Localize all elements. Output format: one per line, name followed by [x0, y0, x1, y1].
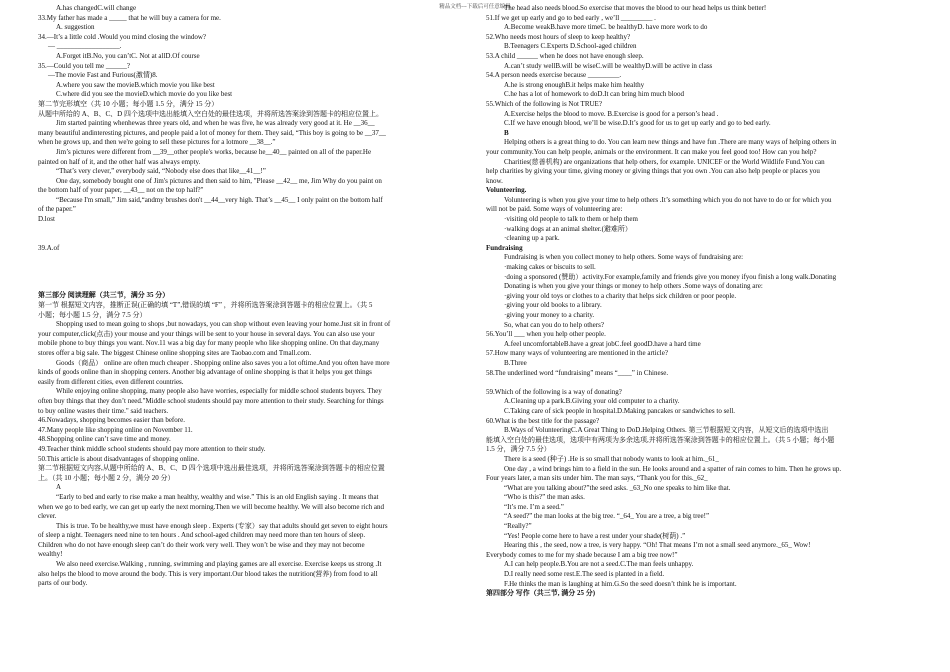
left-text-line: Jim’s pictures were different from __39__other people's works, because he__40__ painted on all of the paper.He: [56, 147, 372, 156]
left-text-line: 第二节根据短文内容,从题中所给的 A、B、C、D 四个选项中选出最佳选项，并将所选答案涂到答题卡的相应位置: [38, 464, 385, 473]
right-text-line: Volunteering.: [486, 186, 527, 195]
left-text-line: Shopping used to mean going to shops ,but nowadays, you can shop without even leaving your home.Just sit in front of: [56, 320, 391, 329]
right-text-line: “Yes! People come here to have a rest under your shade(树荫) .”: [504, 531, 686, 540]
right-text-line: 53.A child ______ when he does not have enough sleep.: [486, 51, 644, 60]
left-text-line: when we go to bed early, we can get up early the next morning.Then we will become healthy. We will also become rich and: [38, 502, 384, 511]
right-text-line: Hearing this , the seed, now a tree, is very happy. “Oh! That means I’m not a small seed anymore._65_ Wow!: [504, 541, 811, 550]
left-text-line: A.where you saw the movieB.which movie you like best: [56, 80, 215, 89]
spacer: [38, 234, 470, 244]
right-text-line: The head also needs blood.So exercise that moves the blood to our head helps us think better!: [504, 4, 767, 12]
right-text-line: A.I can help people.B.You are not a seed.C.The man feels unhappy.: [504, 560, 694, 569]
right-text-line: know.: [486, 176, 503, 185]
right-text-line: C.If we have enough blood, we’ll be wise.D.It’s good for us to get up early and go to bed early.: [504, 119, 771, 128]
left-column: [38, 4, 470, 589]
left-text-line: easily from different cities, even different countries.: [38, 377, 184, 386]
left-text-line: “That’s very clever,” everybody said, “Nobody else does that like__41__!”: [56, 167, 266, 176]
left-text-line: wealthy!: [38, 550, 63, 559]
left-text-line: to buy online wastes their time." said teachers.: [38, 406, 169, 415]
right-text-line: D.I really need some rest.E.The seed is planted in a field.: [504, 570, 665, 579]
right-text-line: Donating is when you give your things or money to help others .Some ways of donating are:: [504, 282, 763, 291]
left-text-line: “Because I'm small,” Jim said,“andmy brushes don't __44__very high. That’s __45__ I only paint on the bottom half: [56, 195, 383, 204]
right-text-line: Everybody comes to me for my shade because I am a big tree now!”: [486, 550, 678, 559]
right-text-line: B.Ways of VolunteeringC.A Great Thing to DoD.Helping Others. 第三节根据短文内容，从短文后的选项中选出: [504, 426, 829, 435]
left-text-line: A.Forget itB.No, you can’tC. Not at allD.Of course: [56, 51, 200, 60]
right-text-line: 58.The underlined word “fundraising” means “____” in Chinese.: [486, 368, 669, 377]
right-text-line: “It’s me. I’m a seed.”: [504, 502, 564, 511]
right-text-line: your community.You can help people, animals or the environment. It can make you feel good too! How can you help?: [486, 147, 817, 156]
right-text-line: 55.Which of the following is Not TRUE?: [486, 99, 602, 108]
left-text-line: stores offer a big sale. The biggest Chinese online shopping sites are Taobao.com and Tmall.com.: [38, 349, 312, 357]
left-text-line: Jim started painting whenhewas three years old, and when he was five, he was already very good at it. He __36__: [56, 119, 375, 128]
left-text-line: A: [56, 483, 62, 492]
right-text-line: “Really?”: [504, 522, 532, 531]
right-text-line: B: [504, 128, 509, 137]
right-text-line: A.can’t study wellB.will be wiseC.will be wealthyD.will be active in class: [504, 61, 713, 70]
left-text-line: 50.This article is about disadvantages of shopping online.: [38, 454, 200, 463]
right-text-line: “A seed?” the man looks at the big tree. “_64_ You are a tree, a big tree!”: [504, 512, 710, 521]
left-text-line: also helps the blood to move around the body. This is very important.Our blood takes the nutrition(营养) from food to all: [38, 569, 378, 578]
left-text-line: painted on half of it, and the other half was always empty.: [38, 157, 201, 166]
spacer: [38, 253, 470, 291]
right-text-line: 1.5 分，满分 7.5 分）: [486, 445, 551, 454]
left-text-line: 从题中所给的 A、B、C、D 四个选项中选出能填入空白处的最佳选项，并将所选答案涂到答题卡的相应位置上。: [38, 109, 383, 118]
left-text-line: C.where did you see the movieD.which movie do you like best: [56, 90, 233, 99]
spacer: [486, 378, 914, 388]
left-text-line: 第三部分 阅读理解（共三节，满分 35 分）: [38, 291, 170, 300]
right-text-line: “Who is this?” the man asks.: [504, 493, 585, 502]
right-text-line: ·giving your old toys or clothes to a charity that helps sick children or poor people.: [504, 291, 737, 300]
left-text-line: of sleep a night. Teenagers need nine to ten hours . And school-aged children may need more than ten hours of sleep.: [38, 531, 366, 540]
left-text-line: We also need exercise.Walking , running, swimming and playing games are all exercise. Exercise keeps us strong .It: [56, 560, 382, 569]
right-text-line: 56.You’ll ___ when you help other people.: [486, 330, 606, 339]
right-text-line: ·cleaning up a park.: [504, 234, 560, 243]
left-text-line: 34.—It’s a little cold .Would you mind closing the window?: [38, 32, 206, 41]
right-text-line: 60.What is the best title for the passage?: [486, 416, 600, 425]
left-text-line: clever.: [38, 512, 57, 521]
right-text-line: help charities by giving your time, giving money or giving things that you own .You can also help people or places you: [486, 167, 820, 176]
right-text-line: ·visiting old people to talk to them or help them: [504, 215, 638, 224]
left-text-line: of the paper.”: [38, 205, 76, 214]
left-text-line: While enjoying online shopping, many people also have worries, especially for middle school students buyers. They: [56, 387, 382, 396]
left-text-line: kinds of goods online than in shopping centers. Another big advantage of online shopping is that it helps you get things: [38, 368, 372, 377]
left-text-line: 47.Many people like shopping online on November 11.: [38, 425, 193, 434]
left-text-line: —The movie Fast and Furious(激情)8.: [48, 71, 158, 80]
right-text-line: ·making cakes or biscuits to sell.: [504, 263, 596, 272]
right-text-line: C.Taking care of sick people in hospital.D.Making pancakes or sandwiches to sell.: [504, 406, 736, 415]
right-column: [486, 4, 914, 599]
right-text-line: C.he has a lot of homework to doD.It can bring him much blood: [504, 90, 685, 99]
left-text-line: A.has changedC.will change: [56, 4, 137, 12]
left-text-line: when he grows up, and then we're going to sell these pictures for a lotmore __38__.”: [38, 138, 276, 147]
right-text-line: A.Cleaning up a park.B.Giving your old computer to a charity.: [504, 397, 680, 406]
right-text-line: 51.If we get up early and go to bed early , we’ll _________ .: [486, 13, 656, 22]
left-text-line: Goods（商品） online are often much cheaper . Shopping online also saves you a lot oftime.And you often have more: [56, 358, 390, 367]
left-text-line: 35.—Could you tell me ______?: [38, 61, 130, 70]
right-text-line: A.Become weakB.have more timeC. be healthyD. have more work to do: [504, 23, 708, 32]
right-text-line: Four years later, a man sits under him. The man says, “Thank you for this._62_: [486, 474, 708, 483]
left-text-line: One day, somebody bought one of Jim's pictures and then said to him, "Please __42__ me, Jim Why do you paint on: [56, 176, 382, 185]
right-text-line: ·doing a sponsored (赞助）activity.For example,family and friends give you money ifyou finish a long walk.Donating: [504, 272, 837, 281]
right-text-line: B.Teenagers C.Experts D.School-aged children: [504, 42, 637, 51]
right-text-line: Fundraising: [486, 243, 523, 252]
right-text-line: 59.Which of the following is a way of donating?: [486, 387, 622, 396]
left-text-line: — __________________.: [48, 42, 122, 51]
right-text-line: B.Three: [504, 358, 527, 367]
right-text-line: One day , a wind brings him to a field in the sun. He looks around and a spatter of rain comes to him. Then he grows up.: [504, 464, 842, 473]
right-text-line: 第四部分 写作（共三节, 满分 25 分): [486, 589, 596, 598]
left-text-line: A. suggestion: [56, 23, 95, 32]
right-text-line: Volunteering is when you give your time to help others .It’s something which you do not have to do or for which you: [504, 195, 832, 204]
right-text-line: A.he is strong enoughB.it helps make him healthy: [504, 80, 645, 89]
left-text-line: the bottom half of your paper, __43__ not on the top half?": [38, 186, 204, 195]
left-text-line: Children who do not have enough sleep can’t do their work very well. They won’t be wise and they may not become: [38, 540, 365, 549]
right-text-line: 52.Who needs most hours of sleep to keep healthy?: [486, 32, 631, 41]
left-text-line: 46.Nowadays, shopping becomes easier than before.: [38, 416, 185, 425]
left-text-line: 33.My father has made a _____ that he will buy a camera for me.: [38, 13, 221, 22]
spacer: [38, 225, 470, 235]
right-text-line: 能填入空白处的最佳选项，选项中有两项为多余选项,并将所选答案涂到答题卡的相应位置上。（共 5 小题；每小题: [486, 435, 835, 444]
left-text-line: “Early to bed and early to rise make a man healthy, wealthy and wise.” This is an old English saying . It means that: [56, 492, 379, 501]
left-text-line: parts of our body.: [38, 579, 88, 588]
left-text-line: 小题；每小题 1.5 分，满分 7.5 分）: [38, 310, 147, 319]
left-text-line: your computer,click(点击) your mouse and your things will be sent to your house in several days. You can also use your: [38, 329, 375, 338]
left-text-line: 49.Teacher think middle school students should pay more attention to their study.: [38, 444, 266, 453]
right-text-line: “What are you talking about?”the seed asks. _63_No one speaks to him like that.: [504, 483, 731, 492]
left-text-line: often buy things that they don’t need."Middle school students should pay more attention to their study. Searching for things: [38, 396, 384, 405]
left-text-line: 上。（共 10 小题；每小题 2 分，满分 20 分）: [38, 473, 175, 482]
right-text-line: So, what can you do to help others?: [504, 320, 604, 329]
right-text-line: ·giving your money to a charity.: [504, 311, 595, 319]
right-text-line: 57.How many ways of volunteering are mentioned in the article?: [486, 349, 668, 358]
right-text-line: 54.A person needs exercise because _________.: [486, 71, 622, 80]
right-text-line: Helping others is a great thing to do. You can learn new things and have fun .There are many ways of helping others in: [504, 138, 837, 147]
left-text-line: 39.A.of: [38, 243, 60, 252]
right-text-line: ·giving your old books to a library.: [504, 301, 602, 310]
right-text-line: A.feel uncomfortableB.have a great jobC.feel goodD.have a hard time: [504, 339, 701, 348]
right-text-line: Charities(慈善机构) are organizations that help others, for example. UNICEF or the World Wildlife Fund.You can: [504, 157, 825, 166]
right-text-line: ·walking dogs at an animal shelter.(避难所）: [504, 224, 632, 233]
right-text-line: will not be paid. Some ways of volunteering are:: [486, 205, 623, 214]
page-header: 精品文档---下载后可任意编辑: [439, 4, 511, 10]
left-text-line: 48.Shopping online can’t save time and money.: [38, 435, 171, 444]
left-text-line: many beautiful andinteresting pictures, and people paid a lot of money for them. They said, “This boy is going to be __37__: [38, 128, 386, 137]
right-text-line: A.Exercise helps the blood to move. B.Exercise is good for a person’s head .: [504, 109, 719, 118]
left-text-line: 第二节完形填空（共 10 小题；每小题 1.5 分，满分 15 分）: [38, 99, 219, 108]
right-text-line: Fundraising is when you collect money to help others. Some ways of fundraising are:: [504, 253, 744, 262]
left-text-line: D.lost: [38, 215, 55, 224]
right-text-line: F.He thinks the man is laughing at him.G.So the seed doesn’t think he is important.: [504, 579, 737, 588]
left-text-line: This is true. To be healthy,we must have enough sleep . Experts (专家）say that adults should get seven to eight hours: [56, 521, 388, 530]
right-text-line: There is a seed (种子) .He is so small that nobody wants to look at him._61_: [504, 454, 719, 463]
left-text-line: mobile phone to buy things you want. Nov.11 was a big day for many people who like shopping online. On that day,many: [38, 339, 380, 348]
left-text-line: 第一节 根据短文内容，推断正误(正确的填 “T”,错误的填 “F” ，并将所选答案涂到答题卡的相应位置上。（共 5: [38, 301, 373, 310]
